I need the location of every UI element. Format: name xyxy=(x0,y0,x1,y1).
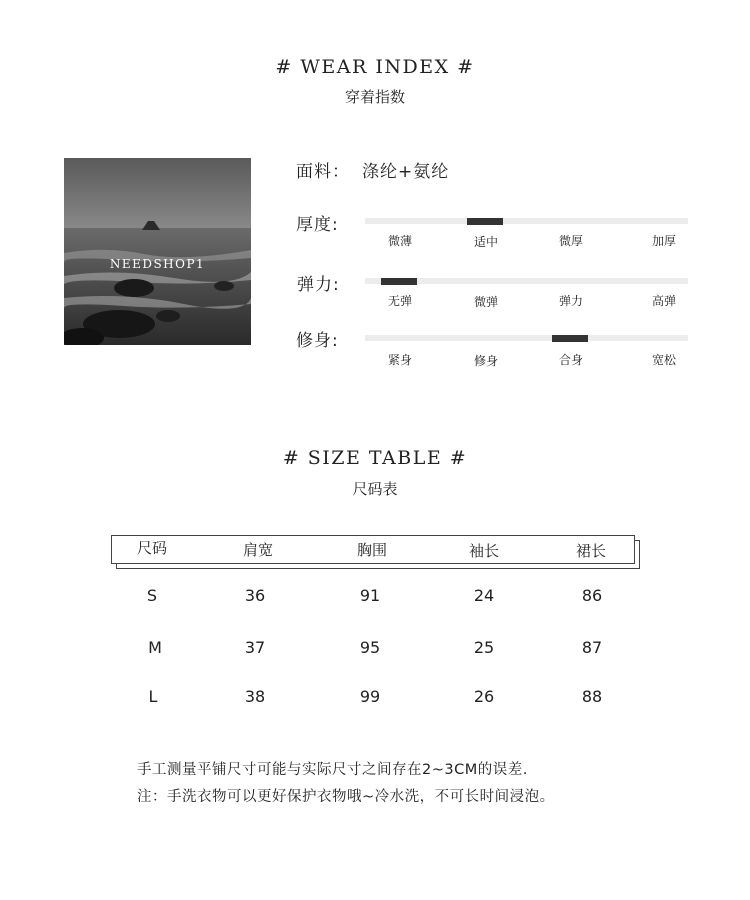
thickness-option: 微薄 xyxy=(387,234,412,248)
size-table-heading: # SIZE TABLE # xyxy=(282,447,468,469)
table-header-skirt-length: 裙长 xyxy=(575,542,606,560)
elasticity-selected-marker xyxy=(381,278,417,285)
fit-option: 紧身 xyxy=(387,353,412,367)
table-cell: 36 xyxy=(244,586,266,605)
measurement-note: 手工测量平铺尺寸可能与实际尺寸之间存在2~3CM的误差. xyxy=(137,762,528,778)
fit-option: 修身 xyxy=(473,354,498,368)
table-cell: 24 xyxy=(473,586,495,605)
table-cell: 26 xyxy=(473,687,495,706)
table-cell: 25 xyxy=(473,638,495,657)
photo-caption: NEEDSHOP1 xyxy=(109,257,206,271)
thickness-option: 适中 xyxy=(473,235,498,249)
fit-selected-marker xyxy=(552,335,588,342)
table-cell: 95 xyxy=(359,638,381,657)
elasticity-option: 微弹 xyxy=(473,295,498,309)
elasticity-label: 弹力: xyxy=(297,275,340,295)
table-cell-size: S xyxy=(146,586,158,605)
thickness-scale-track xyxy=(365,218,688,224)
table-cell-size: L xyxy=(148,687,158,706)
care-note: 注：手洗衣物可以更好保护衣物哦~冷水洗，不可长时间浸泡。 xyxy=(137,789,555,805)
table-header-shoulder: 肩宽 xyxy=(242,541,273,559)
product-photo xyxy=(64,158,251,345)
table-cell: 38 xyxy=(244,687,266,706)
thickness-label: 厚度: xyxy=(296,215,339,235)
table-cell: 87 xyxy=(581,638,603,657)
table-cell: 91 xyxy=(359,586,381,605)
wear-index-heading: # WEAR INDEX # xyxy=(275,56,475,78)
elasticity-option: 弹力 xyxy=(558,294,583,308)
thickness-selected-marker xyxy=(467,218,503,225)
table-cell: 99 xyxy=(359,687,381,706)
table-header-size: 尺码 xyxy=(136,539,167,557)
thickness-option: 加厚 xyxy=(651,234,676,248)
fit-scale-track xyxy=(365,335,688,341)
thickness-option: 微厚 xyxy=(558,234,583,248)
table-header-sleeve: 袖长 xyxy=(468,542,499,560)
size-table-subheading: 尺码表 xyxy=(352,480,398,498)
fabric-value: 涤纶+氨纶 xyxy=(362,162,450,182)
fit-label: 修身: xyxy=(296,331,339,351)
fit-option: 合身 xyxy=(558,353,583,367)
elasticity-option: 高弹 xyxy=(651,294,676,308)
table-header-bust: 胸围 xyxy=(356,541,387,559)
elasticity-option: 无弹 xyxy=(387,294,412,308)
fabric-label: 面料： xyxy=(296,162,350,182)
fit-option: 宽松 xyxy=(651,353,676,367)
table-cell: 86 xyxy=(581,586,603,605)
wear-index-subheading: 穿着指数 xyxy=(344,88,405,106)
table-cell: 37 xyxy=(244,638,266,657)
table-cell-size: M xyxy=(148,638,162,657)
table-cell: 88 xyxy=(581,687,603,706)
seascape-image xyxy=(64,158,251,345)
